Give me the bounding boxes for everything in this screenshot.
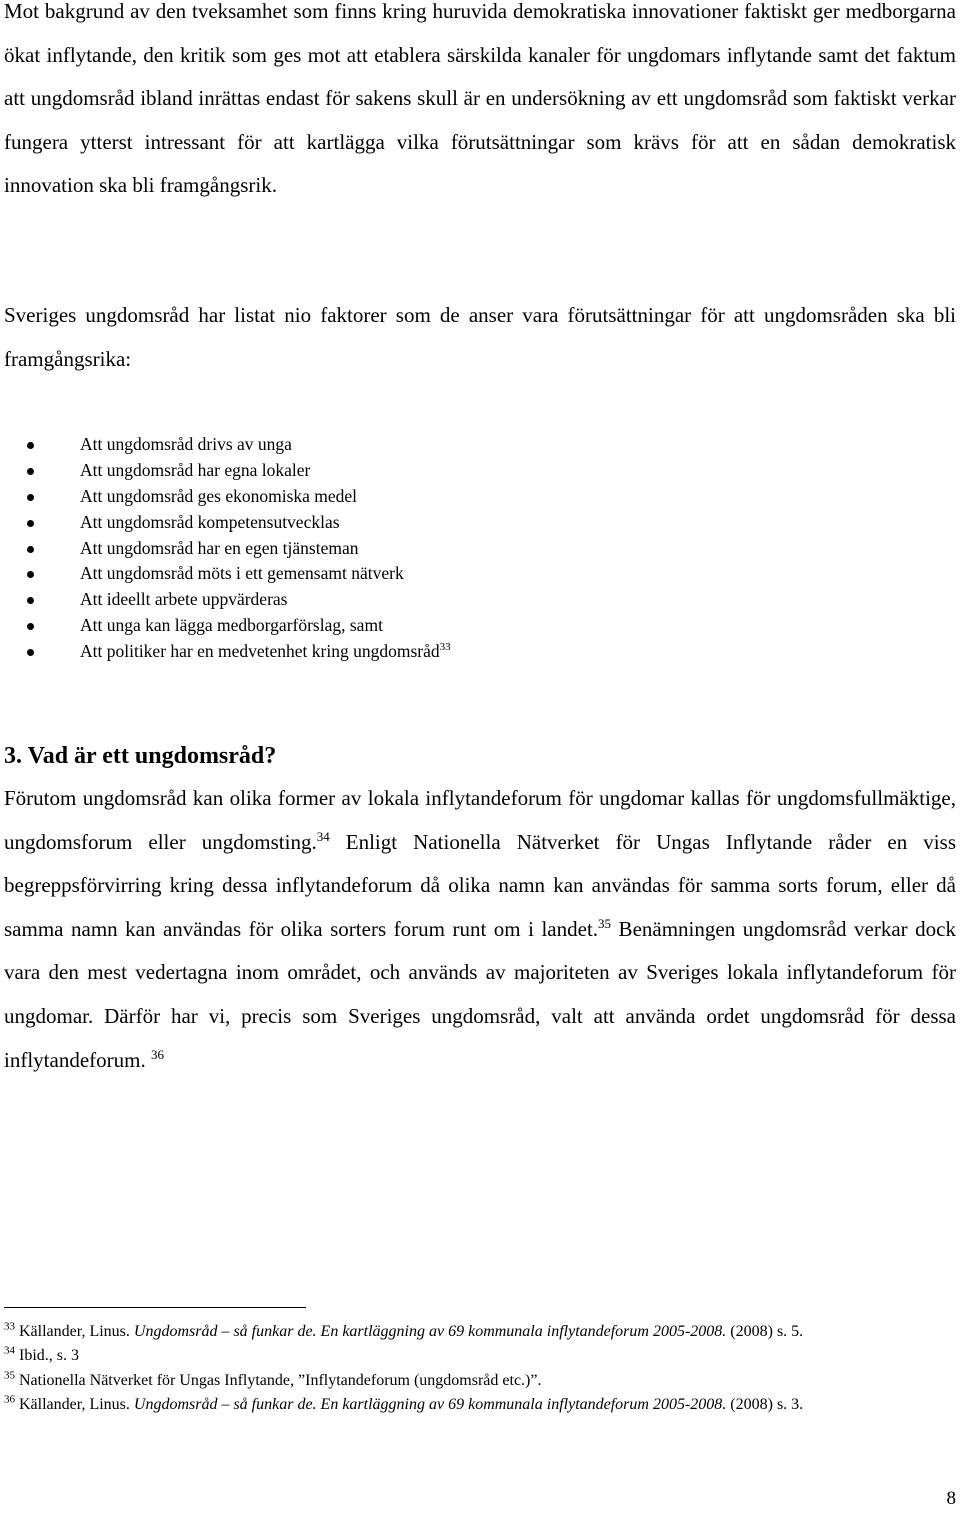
footnote-ref[interactable]: 33 (439, 641, 451, 654)
bullet-icon (27, 649, 34, 656)
footnote-ref[interactable]: 34 (316, 828, 330, 844)
factors-list (0, 432, 451, 665)
footnote-ref[interactable]: 35 (598, 915, 612, 931)
list-item: Att ideellt arbete uppvärderas (0, 587, 451, 613)
footnote: $^{33}$ Källander, Linus. Ungdomsråd – så funkar de. En kartläggning av 69 kommunala inflytandeforum 2005-2008. (2008) s. 5. (4, 1320, 804, 1340)
footnote-ref[interactable]: 36 (150, 1046, 164, 1062)
bullet-icon (27, 494, 34, 501)
footnote: $^{34}$ Ibid., s. 3 (4, 1344, 79, 1365)
list-item: Att unga kan lägga medborgarförslag, samt (0, 613, 451, 639)
list-item: Att ungdomsråd har egna lokaler (0, 458, 451, 484)
bullet-icon (27, 546, 34, 553)
intro-paragraph: Mot bakgrund av den tveksamhet som finns kring huruvida demokratiska innovationer faktiskt ger medborgarna ökat inflytande, den kritik som ges mot att etablera särskilda kanaler för ungdomars inflytande samt det faktum att ungdomsråd ibland inrättas endast för sakens skull är en undersökning av ett ungdomsråd som faktiskt verkar fungera ytterst intressant för att kartlägga vilka förutsättningar som krävs för att en sådan demokratisk innovation ska bli framgångsrik. (4, 0, 956, 198)
footnote-separator (4, 1307, 306, 1308)
page-number: 8 (946, 1488, 956, 1509)
bullet-icon (27, 468, 34, 475)
footnotes (4, 1320, 956, 1417)
definition-paragraph: Förutom ungdomsråd kan olika former av lokala inflytandeforum för ungdomar kallas för ungdomsfullmäktige, ungdomsforum eller ungdomsting.$^{34}$ Enligt Nationella Nätverket för Ungas Inflytande råder en viss begreppsförvirring kring dessa inflytandeforum då olika namn kan användas för samma sorts forum, eller då samma namn kan användas för olika sorters forum runt om i landet.$^{35}$ Benämningen ungdomsråd verkar dock vara den mest vedertagna inom området, och används av majoriteten av Sveriges lokala inflytandeforum för ungdomar. Därför har vi, precis som Sveriges ungdomsråd, valt att använda ordet ungdomsråd för dessa inflytandeforum. $^{36}$ (4, 786, 956, 1072)
bullet-icon (27, 623, 34, 630)
factors-intro-paragraph: Sveriges ungdomsråd har listat nio faktorer som de anser vara förutsättningar för att ungdomsråden ska bli framgångsrika: (4, 303, 956, 371)
list-item: Att ungdomsråd har en egen tjänsteman (0, 536, 451, 562)
list-item: Att ungdomsråd kompetensutvecklas (0, 510, 451, 536)
bullet-icon (27, 442, 34, 449)
list-item: Att ungdomsråd ges ekonomiska medel (0, 484, 451, 510)
bullet-icon (27, 571, 34, 578)
footnote: $^{36}$ Källander, Linus. Ungdomsråd – så funkar de. En kartläggning av 69 kommunala inflytandeforum 2005-2008. (2008) s. 3. (4, 1393, 804, 1413)
list-item: Att politiker har en medvetenhet kring ungdomsråd$^{33}$ (0, 639, 451, 665)
section-heading: 3. Vad är ett ungdomsråd? (4, 743, 277, 769)
list-item: Att ungdomsråd möts i ett gemensamt nätverk (0, 561, 451, 587)
bullet-icon (27, 520, 34, 527)
list-item: Att ungdomsråd drivs av unga (0, 432, 451, 458)
footnote: $^{35}$ Nationella Nätverket för Ungas Inflytande, ”Inflytandeforum (ungdomsråd etc.)”. (4, 1369, 542, 1389)
bullet-icon (27, 597, 34, 604)
